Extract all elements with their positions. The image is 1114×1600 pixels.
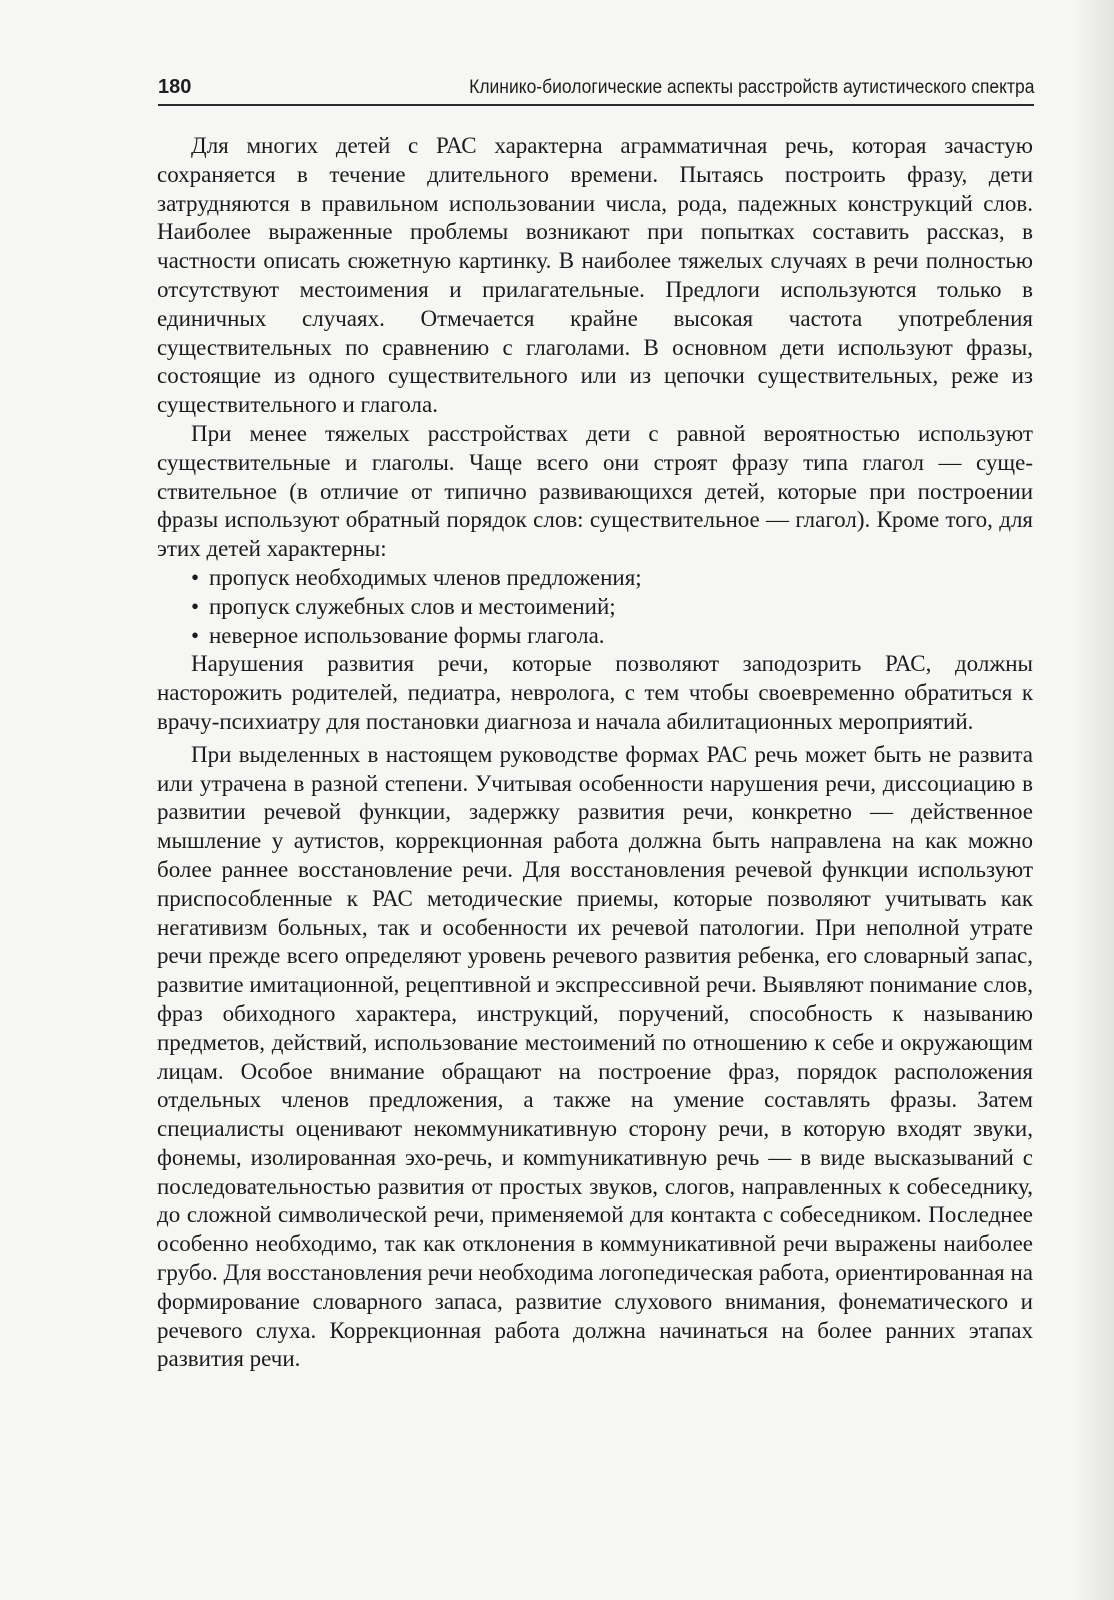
list-item [157, 593, 1033, 622]
list-item [157, 564, 1033, 593]
bullet-icon: • [191, 564, 200, 590]
paragraph: Нарушения развития речи, которые позволяют заподозрить РАС, должны насторожить родителей, педиатра, невролога, с тем чтобы своевременно обратиться к врачу-психиатру для постановки диагноза и начала абилитационных мероприятий. [157, 651, 1033, 734]
list-item-text: пропуск служебных слов и местоимений; [209, 593, 616, 619]
bullet-list [157, 564, 1033, 650]
body-text [157, 132, 1033, 1374]
list-item-text: неверное использование формы глагола. [209, 622, 605, 648]
page-edge-shadow [1074, 0, 1114, 1600]
paragraph: При менее тяжелых расстройствах дети с равной вероятностью используют существительные и глаголы. Чаще всего они строят фразу типа глагол — существительное (в отличие от типично развивающихся детей, которые при построении фразы используют обратный порядок слов: существительное — глагол). Кроме того, для этих детей характерны: [157, 420, 1033, 562]
running-head: Клинико-биологические аспекты расстройств аутистического спектра [468, 77, 1034, 98]
page-header [158, 74, 1034, 106]
page-number: 180 [158, 76, 192, 98]
list-item [157, 622, 1033, 651]
paragraph: При выделенных в настоящем руководстве формах РАС речь может быть не развита или утрачена в разной степени. Учитывая особенности нарушения речи, диссоциацию в развитии речевой функции, задержку развития речи, конкретно — действенное мышление у аутистов, коррекционная работа должна быть направлена на как можно более раннее восстановление речи. Для восстановления речевой функции используют приспособленные к РАС методические приемы, которые позволяют учитывать как негативизм больных, так и особенности их речевой патологии. При неполной утрате речи прежде всего определяют уровень речевого развития ребенка, его словарный запас, развитие имитационной, рецептивной и экспрессивной речи. Выявляют понимание слов, фраз обиходного характера, инструкций, поручений, способность к называнию предметов, действий, использование местоимений по отношению к себе и окружающим лицам. Особое внимание обращают на построение фраз, порядок расположения отдельных членов предложения, а также на умение составлять фразы. Затем специалисты оценивают некоммуникативную сторону речи, в которую входят звуки, фонемы, изолированная эхо-речь, и комmуникативную речь — в виде высказываний с последовательностью развития от простых звуков, слогов, направленных к собеседнику, до сложной символической речи, применяемой для контакта с собеседником. Последнее особенно необходимо, так как отклонения в коммуникативной речи выражены наиболее грубо. Для восстановления речи необходима логопедическая работа, ориентированная на формирование словарного запаса, развитие слухового внимания, фонематического и речевого слуха. Коррекционная работа должна начинаться на более ранних этапах развития речи. [157, 741, 1033, 1372]
paragraph: Для многих детей с РАС характерна аграмматичная речь, которая зачастую сохраняется в течение длительного времени. Пытаясь построить фразу, дети затрудняются в правильном использовании числа, рода, падежных конструкций слов. Наиболее выраженные проблемы возникают при попытках составить рассказ, в частности описать сюжетную картинку. В наиболее тяжелых случаях в речи полностью отсутствуют местоимения и прилагательные. Предлоги используются только в единичных случаях. Отмечается крайне высокая частота употребления существительных по сравнению с глаголами. В основном дети используют фразы, состоящие из одного существительного или из цепочки существительных, реже из существительного и глагола. [157, 133, 1033, 418]
list-item-text: пропуск необходимых членов предложения; [209, 564, 642, 590]
bullet-icon: • [191, 593, 200, 619]
bullet-icon: • [191, 622, 200, 648]
